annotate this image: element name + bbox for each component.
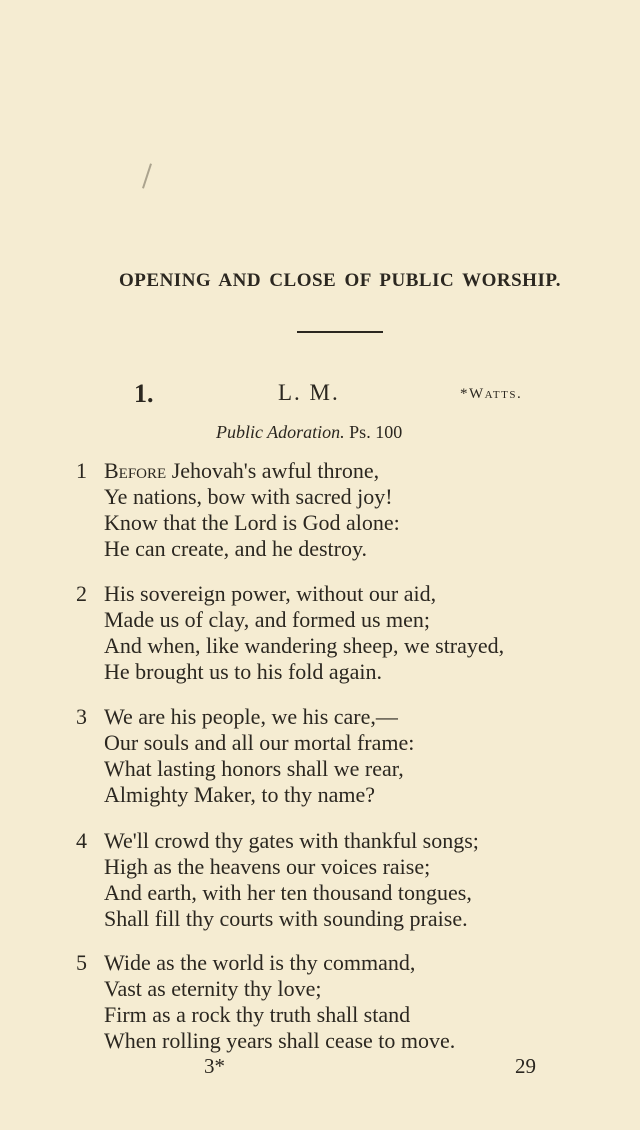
verse-line: Shall fill thy courts with sounding praise. <box>104 906 468 931</box>
stanza-number: 3 <box>76 704 87 729</box>
section-title: OPENING AND CLOSE OF PUBLIC WORSHIP. <box>119 270 561 291</box>
verse-line: High as the heavens our voices raise; <box>104 854 431 879</box>
verse-line: Ye nations, bow with sacred joy! <box>104 484 393 509</box>
verse-line: We'll crowd thy gates with thankful songs; <box>104 828 479 853</box>
verse-line: We are his people, we his care,— <box>104 704 398 729</box>
stanza-number: 1 <box>76 458 87 483</box>
stanza-number: 2 <box>76 581 87 606</box>
verse-line: Know that the Lord is God alone: <box>104 510 400 535</box>
verse-line: His sovereign power, without our aid, <box>104 581 437 606</box>
stanza-number: 4 <box>76 828 87 853</box>
verse-line: Wide as the world is thy command, <box>104 950 416 975</box>
title-rule <box>297 331 383 333</box>
verse-initial-word: Before <box>104 458 167 483</box>
verse-line-rest: Jehovah's awful throne, <box>166 458 380 483</box>
subtitle-title: Public Adoration. <box>216 422 345 442</box>
verse-line: And earth, with her ten thousand tongues, <box>104 880 472 905</box>
pencil-mark <box>142 163 152 188</box>
verse-line <box>104 458 379 484</box>
verse-line: What lasting honors shall we rear, <box>104 756 404 781</box>
verse-line: Firm as a rock thy truth shall stand <box>104 1002 411 1027</box>
verse-line: When rolling years shall cease to move. <box>104 1028 456 1053</box>
hymn-subtitle <box>216 422 402 443</box>
subtitle-ref: Ps. 100 <box>349 422 403 442</box>
verse-line: Made us of clay, and formed us men; <box>104 607 431 632</box>
verse-line: And when, like wandering sheep, we strayed, <box>104 633 505 658</box>
verse-line: Vast as eternity thy love; <box>104 976 322 1001</box>
hymn-meter: L. M. <box>278 380 340 405</box>
verse-line: He brought us to his fold again. <box>104 659 383 684</box>
verse-line: He can create, and he destroy. <box>104 536 368 561</box>
signature-mark: 3* <box>204 1054 225 1078</box>
stanza-number: 5 <box>76 950 87 975</box>
verse-line: Almighty Maker, to thy name? <box>104 782 376 807</box>
hymn-author: *Watts. <box>460 386 523 402</box>
page-number: 29 <box>515 1054 536 1078</box>
verse-line: Our souls and all our mortal frame: <box>104 730 415 755</box>
hymn-number: 1. <box>134 379 154 408</box>
